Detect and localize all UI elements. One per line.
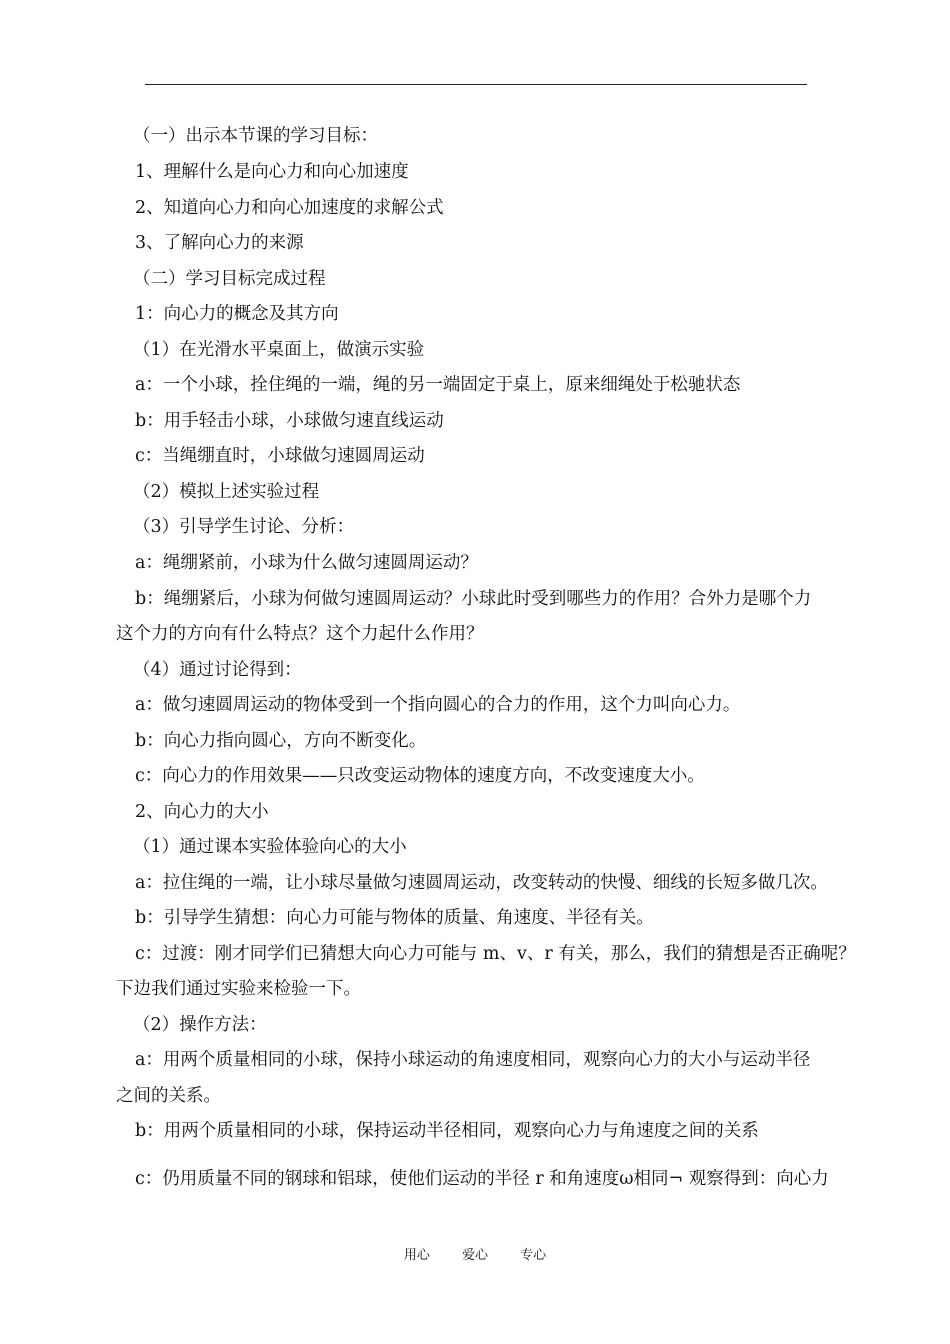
text-line: a：做匀速圆周运动的物体受到一个指向圆心的合力的作用，这个力叫向心力。 — [135, 695, 741, 715]
text-line: （4）通过讨论得到： — [133, 660, 302, 680]
text-line: b：向心力指向圆心，方向不断变化。 — [135, 731, 427, 751]
text-line: b：用两个质量相同的小球，保持运动半径相同，观察向心力与角速度之间的关系 — [135, 1121, 759, 1141]
text-line: a：拉住绳的一端，让小球尽量做匀速圆周运动，改变转动的快慢、细线的长短多做几次。 — [135, 873, 828, 893]
text-line: （3）引导学生讨论、分析： — [133, 517, 355, 537]
text-line: （1）通过课本实验体验向心的大小 — [133, 837, 407, 857]
text-line: 2、知道向心力和向心加速度的求解公式 — [135, 198, 444, 218]
text-line: b：用手轻击小球，小球做匀速直线运动 — [135, 411, 444, 431]
header-rule — [145, 84, 807, 85]
text-line: a：用两个质量相同的小球，保持小球运动的角速度相同，观察向心力的大小与运动半径 — [135, 1050, 811, 1070]
text-line: 2、向心力的大小 — [135, 802, 269, 822]
text-line: a：一个小球，拴住绳的一端，绳的另一端固定于桌上，原来细绳处于松驰状态 — [135, 375, 741, 395]
text-line: c：过渡：刚才同学们已猜想大向心力可能与 m、v、r 有关，那么，我们的猜想是否正确呢？ — [135, 944, 856, 964]
text-line: （2）操作方法： — [133, 1015, 267, 1035]
footer-item: 爱心 — [461, 1248, 488, 1263]
text-line: 1：向心力的概念及其方向 — [135, 304, 339, 324]
text-line: c：向心力的作用效果——只改变运动物体的速度方向，不改变速度大小。 — [135, 766, 705, 786]
text-line: 之间的关系。 — [116, 1086, 221, 1106]
section-heading: （二）学习目标完成过程 — [133, 269, 326, 289]
text-line: 这个力的方向有什么特点？这个力起什么作用？ — [116, 624, 484, 644]
footer-item: 专心 — [520, 1248, 547, 1263]
text-line: （2）模拟上述实验过程 — [133, 482, 320, 502]
text-line: c：仍用质量不同的钢球和铝球，使他们运动的半径 r 和角速度ω相同¬ 观察得到：向心力 — [135, 1169, 829, 1189]
footer-item: 用心 — [403, 1248, 430, 1263]
page-footer — [0, 1246, 950, 1266]
text-line: 1、理解什么是向心力和向心加速度 — [135, 162, 409, 182]
text-line: a：绳绷紧前，小球为什么做匀速圆周运动？ — [135, 553, 478, 573]
text-line: 下边我们通过实验来检验一下。 — [116, 979, 361, 999]
text-line: （1）在光滑水平桌面上，做演示实验 — [133, 340, 425, 360]
text-line: b：绳绷紧后，小球为何做匀速圆周运动？小球此时受到哪些力的作用？合外力是哪个力 — [135, 589, 812, 609]
text-line: 3、了解向心力的来源 — [135, 233, 304, 253]
text-line: b：引导学生猜想：向心力可能与物体的质量、角速度、半径有关。 — [135, 908, 654, 928]
text-line: c：当绳绷直时，小球做匀速圆周运动 — [135, 446, 425, 466]
section-heading: （一）出示本节课的学习目标： — [133, 126, 378, 146]
